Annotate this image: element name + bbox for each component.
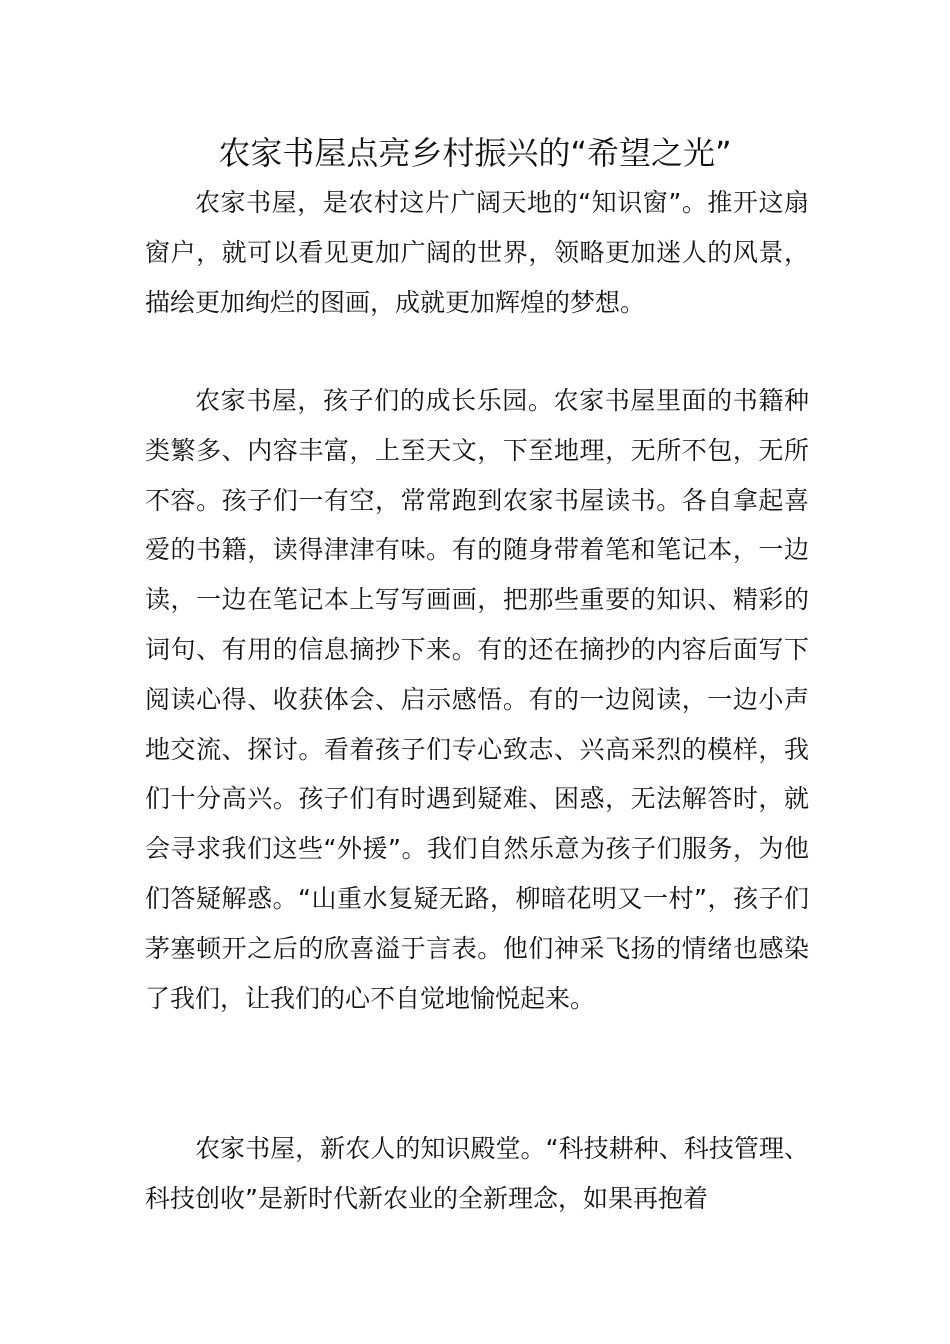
document-title: 农家书屋点亮乡村振兴的“希望之光” — [218, 134, 732, 172]
paragraph-2: 农家书屋，孩子们的成长乐园。农家书屋里面的书籍种类繁多、内容丰富，上至天文，下至地理，无所不包，无所不容。孩子们一有空，常常跑到农家书屋读书。各自拿起喜爱的书籍，读得津津有味。有的随身带着笔和笔记本，一边读，一边在笔记本上写写画画，把那些重要的知识、精彩的词句、有用的信息摘抄下来。有的还在摘抄的内容后面写下阅读心得、收获体会、启示感悟。有的一边阅读，一边小声地交流、探讨。看着孩子们专心致志、兴高采烈的模样，我们十分高兴。孩子们有时遇到疑难、困惑，无法解答时，就会寻求我们这些“外援”。我们自然乐意为孩子们服务，为他们答疑解惑。“山重水复疑无路，柳暗花明又一村”，孩子们茅塞顿开之后的欣喜溢于言表。他们神采飞扬的情绪也感染了我们，让我们的心不自觉地愉悦起来。 — [145, 386, 809, 1013]
paragraph-3: 农家书屋，新农人的知识殿堂。“科技耕种、科技管理、科技创收”是新时代新农业的全新理念，如果再抱着 — [145, 1134, 809, 1213]
paragraph-1: 农家书屋，是农村这片广阔天地的“知识窗”。推开这扇窗户，就可以看见更加广阔的世界，领略更加迷人的风景，描绘更加绚烂的图画，成就更加辉煌的梦想。 — [145, 188, 809, 317]
